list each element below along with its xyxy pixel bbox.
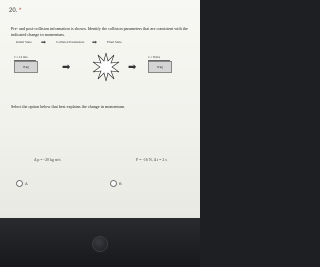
manufacturer-logo-icon (92, 236, 108, 252)
initial-mass-label: 8 kg (23, 65, 29, 69)
initial-velocity-label: v = 12 m/s (14, 55, 28, 59)
phase-collision-label: Collision Parameters (56, 40, 85, 44)
collision-burst-icon (92, 52, 120, 82)
question-number (9, 8, 21, 14)
option-b-radio[interactable] (110, 180, 117, 187)
final-mass-label: 8 kg (157, 65, 163, 69)
option-a-text: Δ p = -20 kg m/s (34, 157, 61, 162)
initial-velocity-line (14, 60, 36, 61)
required-marker: * (19, 8, 22, 14)
phase-initial-label: Initial State (16, 40, 32, 44)
option-a-radio[interactable] (16, 180, 23, 187)
phase-arrow-2: ➡ (92, 38, 98, 46)
arrow-out-of-collision-icon: ➡ (128, 62, 137, 73)
final-velocity-label: v = 8 m/s (148, 55, 160, 59)
instruction-text: Select the option below that best explains the change in momentum. (11, 104, 126, 109)
option-a-label: A (25, 180, 28, 186)
phase-final-label: Final State (107, 40, 122, 44)
arrow-into-collision-icon: ➡ (62, 62, 71, 73)
option-b-label: B (119, 180, 122, 186)
question-prompt: Pre- and post-collision information is shown. Identify the collision parameters that are consistent with the indicated change in momentum. (11, 26, 188, 37)
initial-object-box (14, 61, 38, 73)
final-object-box (148, 61, 172, 73)
final-velocity-line (148, 60, 170, 61)
question-number-text: 20. (9, 8, 18, 14)
option-b-text: F = -16 N, Δ t = 2 s (136, 157, 167, 162)
phase-arrow-1: ➡ (41, 38, 47, 46)
